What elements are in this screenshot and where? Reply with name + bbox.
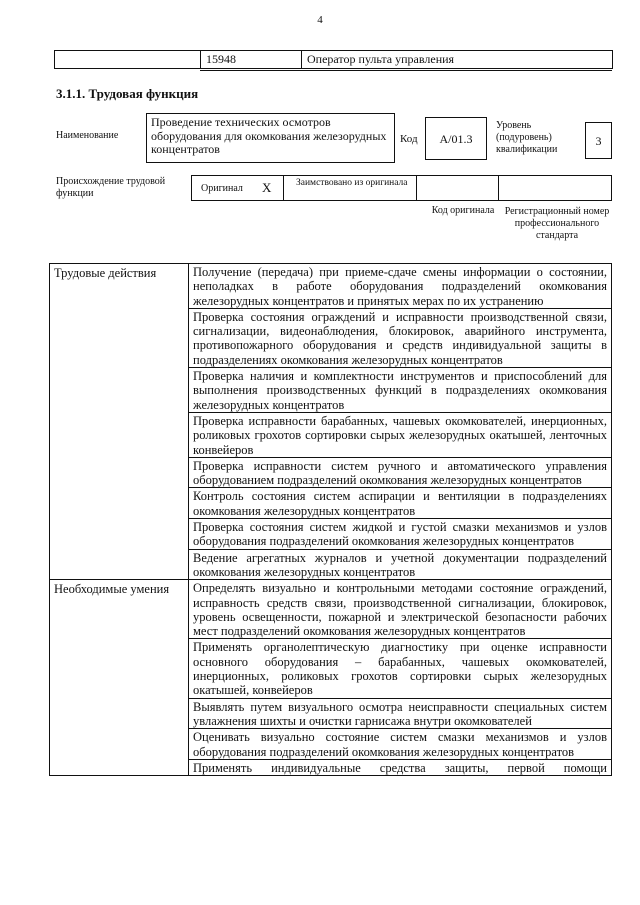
- labor-action-item: Получение (передача) при приеме-сдаче смены информации о состоянии, неполадках в работе оборудования подразделений окомкования железорудных концентратов и принятых мерах по их устранению: [189, 264, 612, 309]
- registration-number-label: Регистрационный номер профессионального стандарта: [504, 206, 610, 241]
- original-code-label: Код оригинала: [431, 205, 495, 216]
- function-name: Проведение технических осмотров оборудования для окомкования железорудных концентратов: [146, 113, 395, 163]
- function-code: А/01.3: [425, 117, 487, 160]
- labor-action-item: Проверка состояния систем жидкой и густой смазки механизмов и узлов оборудования подразделений окомкования железорудных концентратов: [189, 519, 612, 550]
- original-label: Оригинал: [201, 183, 243, 194]
- qualification-level: 3: [585, 122, 612, 159]
- column-divider: [200, 51, 201, 68]
- profession-code: 15948: [206, 52, 236, 66]
- page-number: 4: [317, 14, 323, 26]
- code-label: Код: [400, 133, 418, 145]
- table-row: [50, 580, 612, 639]
- labor-action-item: Проверка исправности систем ручного и автоматического управления оборудованием подразделений окомкования железорудных концентратов: [189, 457, 612, 488]
- column-divider: [301, 51, 302, 68]
- section-title: 3.1.1. Трудовая функция: [56, 86, 199, 101]
- labor-action-item: Контроль состояния систем аспирации и вентиляции в подразделениях окомкования железорудных концентратов: [189, 488, 612, 519]
- column-divider: [283, 176, 284, 200]
- origin-label: Происхождение трудовой функции: [56, 176, 166, 199]
- skill-item: Применять индивидуальные средства защиты, первой помощи: [189, 759, 612, 775]
- skill-item: Оценивать визуально состояние систем смазки механизмов и узлов оборудования подразделений окомкования железорудных концентратов: [189, 729, 612, 760]
- profession-code-row: [54, 50, 613, 69]
- labor-action-item: Проверка исправности барабанных, чашевых окомкователей, инерционных, роликовых грохотов сортировки сырых железорудных окатышей, ленточных конвейеров: [189, 412, 612, 457]
- labor-actions-label: Трудовые действия: [50, 264, 189, 580]
- skill-item: Применять органолептическую диагностику при оценке исправности основного оборудования – барабанных, чашевых окомкователей, инерционных, роликовых грохотов сортировки сырых железорудных окатышей, конвейеров: [189, 639, 612, 698]
- skill-item: Выявлять путем визуального осмотра неисправности специальных систем увлажнения шихты и очистки гарнисажа внутри окомкователей: [189, 698, 612, 729]
- labor-action-item: Ведение агрегатных журналов и учетной документации подразделений окомкования железорудных концентратов: [189, 549, 612, 580]
- name-label: Наименование: [56, 130, 119, 141]
- skill-item: Определять визуально и контрольными методами состояние ограждений, исправность средств связи, производственной сигнализации, блокировок, уровень освещенности, пожарной и электрической безопасности рабочих мест подразделений окомкования железорудных концентратов: [189, 580, 612, 639]
- required-skills-label: Необходимые умения: [50, 580, 189, 776]
- borrowed-label: Заимствовано из оригинала: [296, 178, 408, 188]
- column-divider: [498, 176, 499, 200]
- table-row: [50, 264, 612, 309]
- profession-title: Оператор пульта управления: [307, 52, 455, 66]
- row-underline: [200, 70, 612, 71]
- level-label: Уровень (подуровень) квалификации: [496, 120, 558, 155]
- labor-action-item: Проверка наличия и комплектности инструментов и приспособлений для выполнения производственных функций в подразделениях окомкования железорудных концентратов: [189, 368, 612, 413]
- labor-action-item: Проверка состояния ограждений и исправности производственной связи, сигнализации, видеонаблюдения, блокировок, аварийного инструмента, противопожарного оборудования и средств индивидуальной защиты в подразделениях окомкования железорудных концентратов: [189, 308, 612, 367]
- function-details-table: [49, 263, 612, 776]
- original-mark: X: [262, 180, 272, 195]
